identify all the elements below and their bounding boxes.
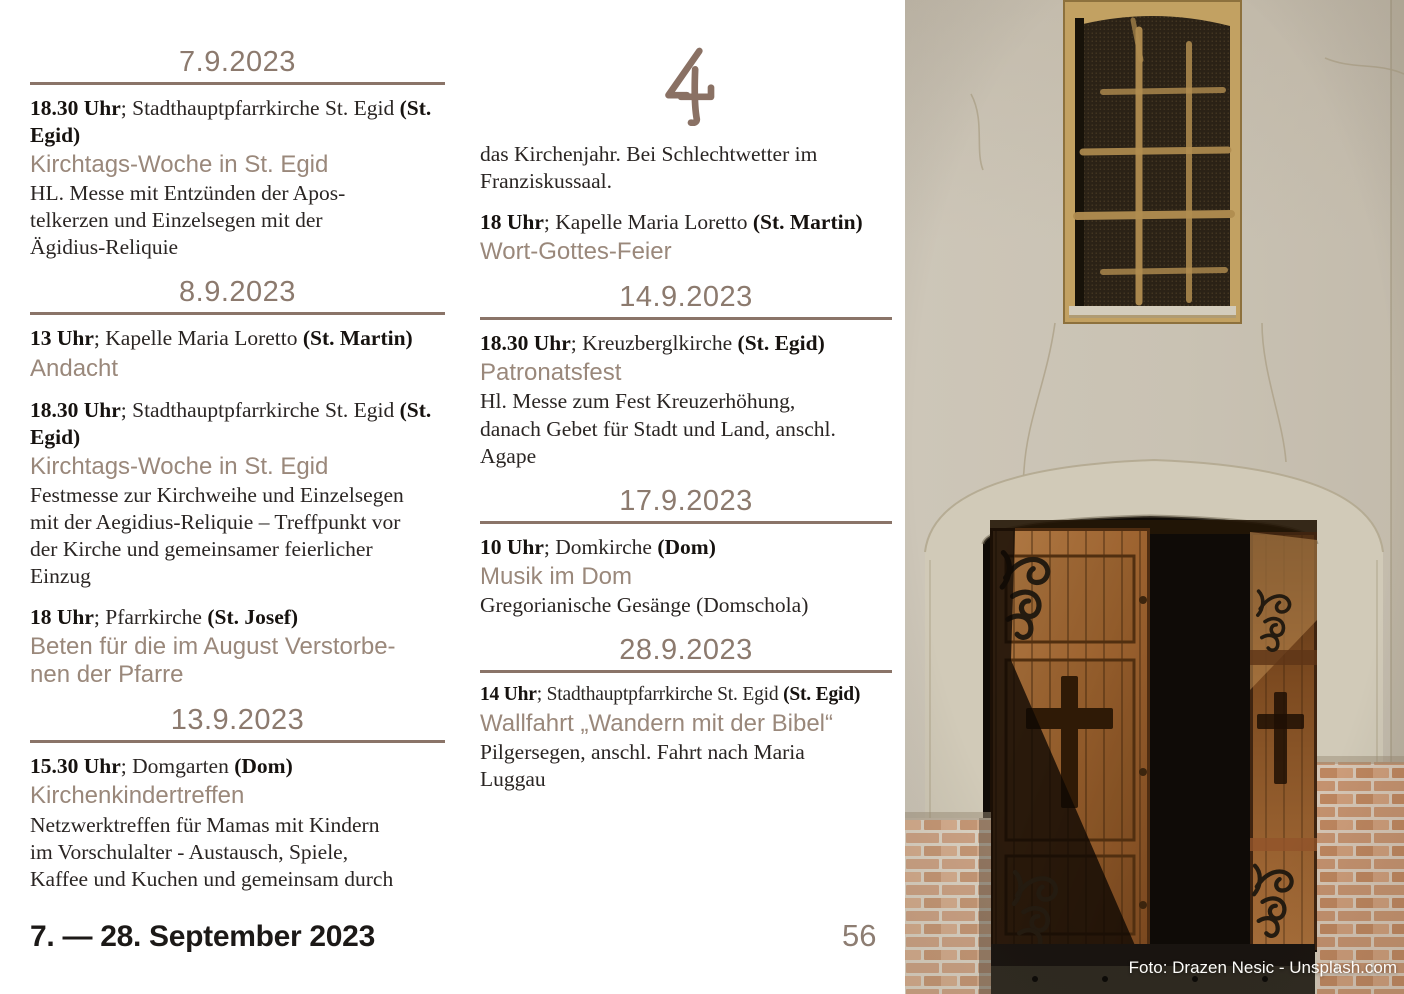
event-description-line: Festmesse zur Kirchweihe und Einzelsegen [30, 482, 404, 507]
event-title-line: Wallfahrt „Wandern mit der Bibel“ [480, 709, 833, 737]
event-title [30, 633, 445, 689]
event-title-line: Wort-Gottes-Feier [480, 238, 672, 266]
event-time-bold: (Dom) [234, 754, 293, 779]
event-description [480, 388, 892, 469]
event-time-bold: (St. Egid) [783, 683, 861, 705]
event-time-location [30, 753, 445, 780]
logo-wrap [480, 46, 892, 131]
date-text: 14.9.2023 [619, 281, 753, 314]
date-range-footer: 7. — 28. September 2023 [30, 920, 375, 953]
event-time-location [30, 325, 445, 352]
date-heading [480, 634, 892, 673]
event [480, 330, 892, 469]
event-time-bold: 15.30 Uhr [30, 754, 121, 779]
event-time-bold: 18 Uhr [30, 605, 94, 630]
church-door-photo-drawing [905, 0, 1404, 994]
event-description-line: mit der Aegidius-Reliquie – Treffpunkt vor [30, 509, 401, 534]
church-door-photo [905, 0, 1404, 994]
event-time-bold: 18 Uhr [480, 210, 544, 235]
event-location: ; Stadthauptpfarrkirche St. Egid [120, 397, 400, 422]
event [480, 683, 892, 793]
event [30, 604, 445, 689]
event-location: ; Stadthauptpfarrkirche St. Egid [120, 96, 400, 120]
event [30, 397, 445, 591]
photo-credit: Foto: Drazen Nesic - Unsplash.com [1128, 958, 1397, 977]
date-text: 8.9.2023 [179, 276, 296, 309]
event-time-location [30, 604, 445, 631]
event-description-line: HL. Messe mit Entzünden der Apos- [30, 181, 346, 206]
date-text: 17.9.2023 [619, 484, 753, 517]
event-location: ; Pfarrkirche [93, 605, 208, 630]
events-column-left [30, 0, 445, 907]
event-location: ; Kapelle Maria Loretto [93, 326, 303, 351]
event-description-line: Franziskussaal. [480, 169, 612, 194]
event-description-line: Agape [480, 443, 537, 468]
event-title-line: Andacht [30, 354, 119, 382]
date-heading [480, 281, 892, 320]
event-description-line: Gregorianische Gesänge (Domschola) [480, 592, 809, 617]
event-time-bold: 18.30 Uhr [30, 397, 121, 422]
date-heading [480, 485, 892, 524]
event-title-line: Patronatsfest [480, 359, 622, 387]
event-time-bold: (St. Egid) [30, 397, 432, 449]
event-description-line: danach Gebet für Stadt und Land, anschl. [480, 416, 836, 441]
event-description-line: das Kirchenjahr. Bei Schlechtwetter im [480, 142, 818, 166]
event-description-line: Luggau [480, 766, 546, 791]
event-title [480, 238, 892, 266]
event-description-line: Kaffee und Kuchen und gemeinsam durch [30, 866, 394, 891]
event-time-location [30, 95, 445, 149]
event-description-line: telkerzen und Einzelsegen mit der [30, 208, 323, 233]
event-description [30, 180, 445, 261]
event-time-location [480, 534, 892, 561]
event-title [480, 359, 892, 387]
event-description [480, 592, 892, 619]
event-time-location [480, 330, 892, 357]
event-title [30, 355, 445, 383]
event-time-bold: 14 Uhr [480, 683, 537, 705]
event-title-line: nen der Pfarre [30, 661, 184, 689]
event-time-bold: (Dom) [657, 534, 716, 559]
page-number: 56 [842, 918, 877, 953]
event-title-line: Beten für die im August Verstorbe- [30, 633, 396, 661]
event-title-line: Musik im Dom [480, 562, 633, 590]
event-time-bold: (St. Martin) [302, 326, 413, 351]
event-title-line: Kirchtags-Woche in St. Egid [30, 452, 329, 480]
numeral-4-cross-logo [645, 46, 727, 126]
event-description [30, 812, 445, 893]
event-location: ; Kreuzberglkirche [570, 331, 738, 356]
date-heading [30, 46, 445, 85]
event-time-bold: (St. Martin) [752, 210, 863, 235]
event-time-location [480, 209, 892, 236]
event [480, 209, 892, 266]
event-description [480, 141, 892, 195]
event-location: ; Kapelle Maria Loretto [543, 210, 753, 235]
event-title [480, 563, 892, 591]
event [30, 753, 445, 892]
event-description-line: Einzug [30, 564, 91, 589]
event-description-line: Netzwerktreffen für Mamas mit Kindern [30, 812, 380, 837]
event-time-location [480, 683, 892, 708]
date-text: 13.9.2023 [170, 704, 305, 737]
event [480, 534, 892, 619]
date-heading [30, 704, 445, 743]
event-time-bold: 13 Uhr [30, 326, 94, 351]
event-description-line: Pilgersegen, anschl. Fahrt nach Maria [480, 739, 805, 764]
event-description [480, 739, 892, 793]
event-time-bold: (St. Josef) [207, 605, 299, 630]
event-title [30, 151, 445, 179]
date-heading [30, 276, 445, 315]
event-description-line: der Kirche und gemeinsamer feierlicher [30, 537, 373, 562]
event-description-line: im Vorschulalter - Austausch, Spiele, [30, 839, 349, 864]
event-title-line: Kirchtags-Woche in St. Egid [30, 151, 329, 179]
event-description-line: Hl. Messe zum Fest Kreuzerhöhung, [480, 389, 796, 414]
event [30, 95, 445, 261]
event-location: ; Domgarten [120, 754, 235, 779]
event-time-location [30, 397, 445, 451]
event-time-bold: 18.30 Uhr [30, 96, 121, 120]
event-description [30, 482, 445, 590]
event-time-bold: (St. Egid) [30, 96, 432, 148]
event-description-line: Ägidius-Reliquie [30, 235, 179, 260]
continuation-text [480, 141, 892, 195]
event-title [30, 453, 445, 481]
date-text: 28.9.2023 [619, 633, 753, 666]
event [30, 325, 445, 382]
event-time-bold: (St. Egid) [737, 331, 825, 356]
date-text: 7.9.2023 [179, 46, 296, 78]
events-column-right [480, 0, 892, 807]
event-title [30, 782, 445, 810]
event-time-bold: 10 Uhr [480, 534, 544, 559]
event-title-line: Kirchenkindertreffen [30, 782, 245, 810]
event-location: ; Domkirche [543, 534, 658, 559]
event-location: ; Stadthauptpfarrkirche St. Egid [536, 683, 784, 705]
event-title [480, 710, 892, 738]
event-time-bold: 18.30 Uhr [480, 331, 571, 356]
